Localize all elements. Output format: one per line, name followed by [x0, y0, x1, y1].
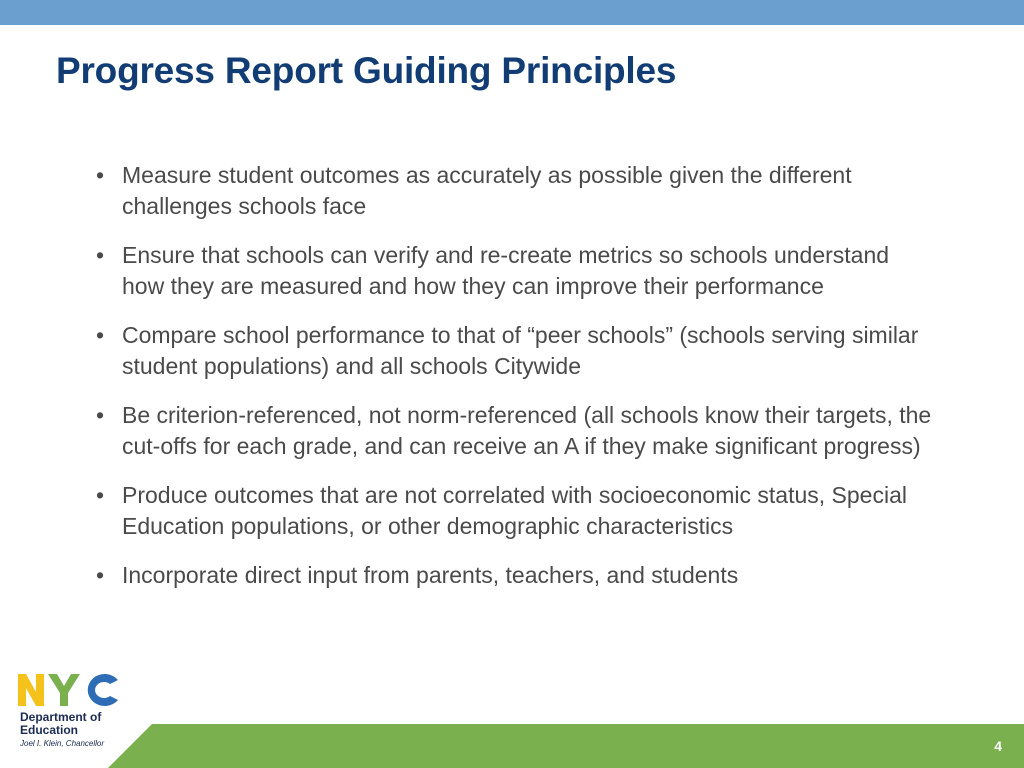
bullet-marker: • — [96, 482, 105, 508]
bullet-list — [96, 160, 936, 609]
bullet-item — [96, 160, 936, 222]
slide-title: Progress Report Guiding Principles — [56, 50, 677, 91]
bullet-item — [96, 400, 936, 462]
page-number: 4 — [994, 738, 1002, 754]
chancellor-label: Joel I. Klein, Chancellor — [20, 739, 105, 748]
bullet-marker: • — [96, 322, 105, 348]
nyc-logo-icon — [18, 672, 122, 708]
bullet-text: Incorporate direct input from parents, teachers, and students — [122, 562, 739, 588]
bullet-marker: • — [96, 242, 105, 268]
bullet-text: Ensure that schools can verify and re-create metrics so schools understand how they are measured and how they can improve their performance — [122, 242, 890, 299]
bullet-marker: • — [96, 562, 105, 588]
bullet-text: Measure student outcomes as accurately as possible given the different challenges schools face — [122, 162, 852, 219]
bullet-text: Be criterion-referenced, not norm-referenced (all schools know their targets, the cut-offs for each grade, and can receive an A if they make significant progress) — [122, 402, 932, 459]
bullet-item — [96, 320, 936, 382]
top-accent-bar — [0, 0, 1024, 25]
education-label: Education — [20, 723, 79, 737]
bullet-marker: • — [96, 162, 105, 188]
bottom-accent-bar — [0, 724, 1024, 768]
bullet-marker: • — [96, 402, 105, 428]
bullet-text: Compare school performance to that of “peer schools” (schools serving similar student populations) and all schools Citywide — [122, 322, 919, 379]
bullet-item — [96, 480, 936, 542]
bullet-item — [96, 560, 936, 591]
bullet-item — [96, 240, 936, 302]
department-label: Department of — [20, 710, 102, 724]
bullet-text: Produce outcomes that are not correlated with socioeconomic status, Special Education populations, or other demographic characteristics — [122, 482, 907, 539]
